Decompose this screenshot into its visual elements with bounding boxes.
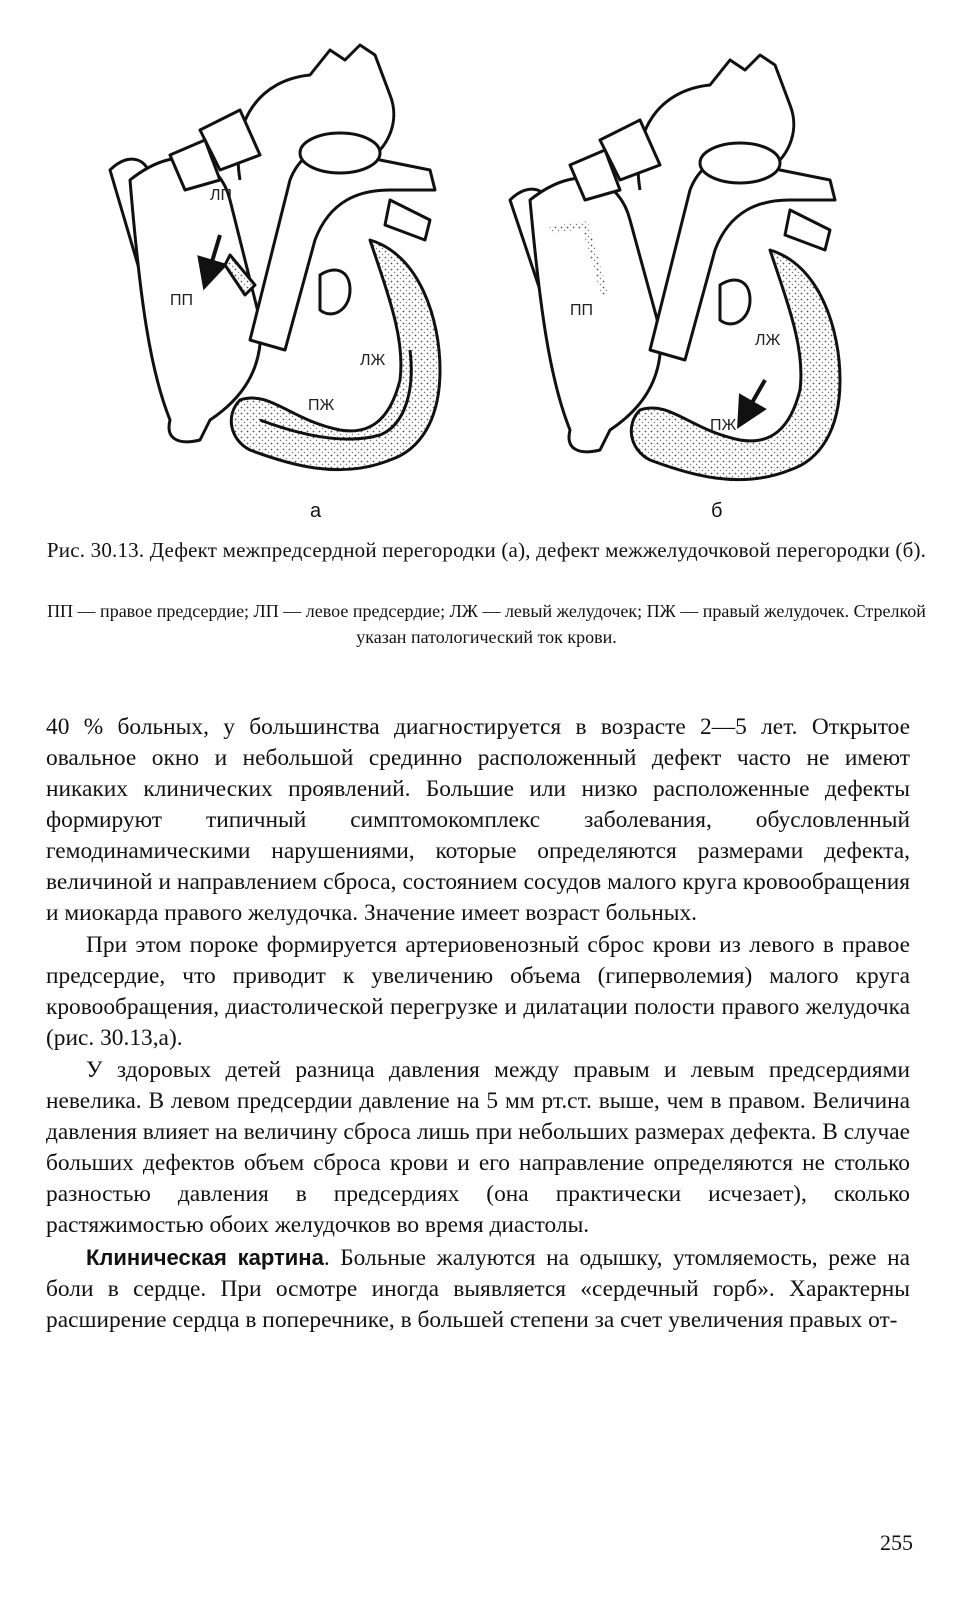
subfigure-label-b: б: [711, 500, 723, 522]
heart-diagram-a: [110, 45, 440, 470]
label-rv-b: ПЖ: [710, 417, 737, 434]
paragraph: [46, 1242, 910, 1336]
label-lv-b: ЛЖ: [755, 332, 781, 349]
page-number: 255: [880, 1530, 913, 1555]
section-heading: Клиническая картина: [86, 1245, 324, 1270]
label-ra-a: ПП: [170, 292, 193, 309]
label-ra-b: ПП: [570, 302, 593, 319]
heart-diagram-b: [510, 55, 840, 480]
paragraph-text: . Больные жалуются на одышку, утомляемость, реже на боли в сердце. При осмотре иногда выявляется «сердечный горб». Характерны расширение сердца в поперечнике, в большей степени за счет увеличения правых от-: [46, 1245, 910, 1333]
heart-diagrams-svg: [60, 40, 913, 530]
subfigure-label-a: а: [310, 500, 322, 522]
body-text: [46, 712, 910, 1336]
paragraph: При этом пороке формируется артериовенозный сброс крови из левого в правое предсердие, что приводит к увеличению объема (гиперволемия) малого круга кровообращения, диастолической перегрузке и дилатации полости правого желудочка (рис. 30.13,а).: [46, 932, 910, 1051]
paragraph: 40 % больных, у большинства диагностируется в возрасте 2—5 лет. Открытое овальное окно и небольшой срединно расположенный дефект часто не имеют никаких клинических проявлений. Большие или низко расположенные дефекты формируют типичный симптомокомплекс заболевания, обусловленный гемодинамическими нарушениями, которые определяются размерами дефекта, величиной и направлением сброса, состоянием сосудов малого круга кровообращения и миокарда правого желудочка. Значение имеет возраст больных.: [46, 714, 910, 926]
figure-caption-legend: ПП — правое предсердие; ЛП — левое предсердие; ЛЖ — левый желудочек; ПЖ — правый желудочек. Стрелкой указан патологический ток крови.: [47, 601, 926, 647]
heart-diagrams-figure: [60, 40, 913, 530]
figure-caption-title: Рис. 30.13. Дефект межпредсердной перегородки (а), дефект межжелудочковой перегородки (б).: [46, 538, 927, 562]
label-lv-a: ЛЖ: [360, 352, 386, 369]
label-la-a: ЛП: [210, 187, 232, 204]
label-rv-a: ПЖ: [308, 397, 335, 414]
paragraph: У здоровых детей разница давления между правым и левым предсердиями невелика. В левом предсердии давление на 5 мм рт.ст. выше, чем в правом. Величина давления влияет на величину сброса лишь при небольших размерах дефекта. В случае больших дефектов объем сброса крови и его направление определяются не столько разностью давления в предсердиях (она практически исчезает), сколько растяжимостью обоих желудочков во время диастолы.: [46, 1057, 911, 1238]
